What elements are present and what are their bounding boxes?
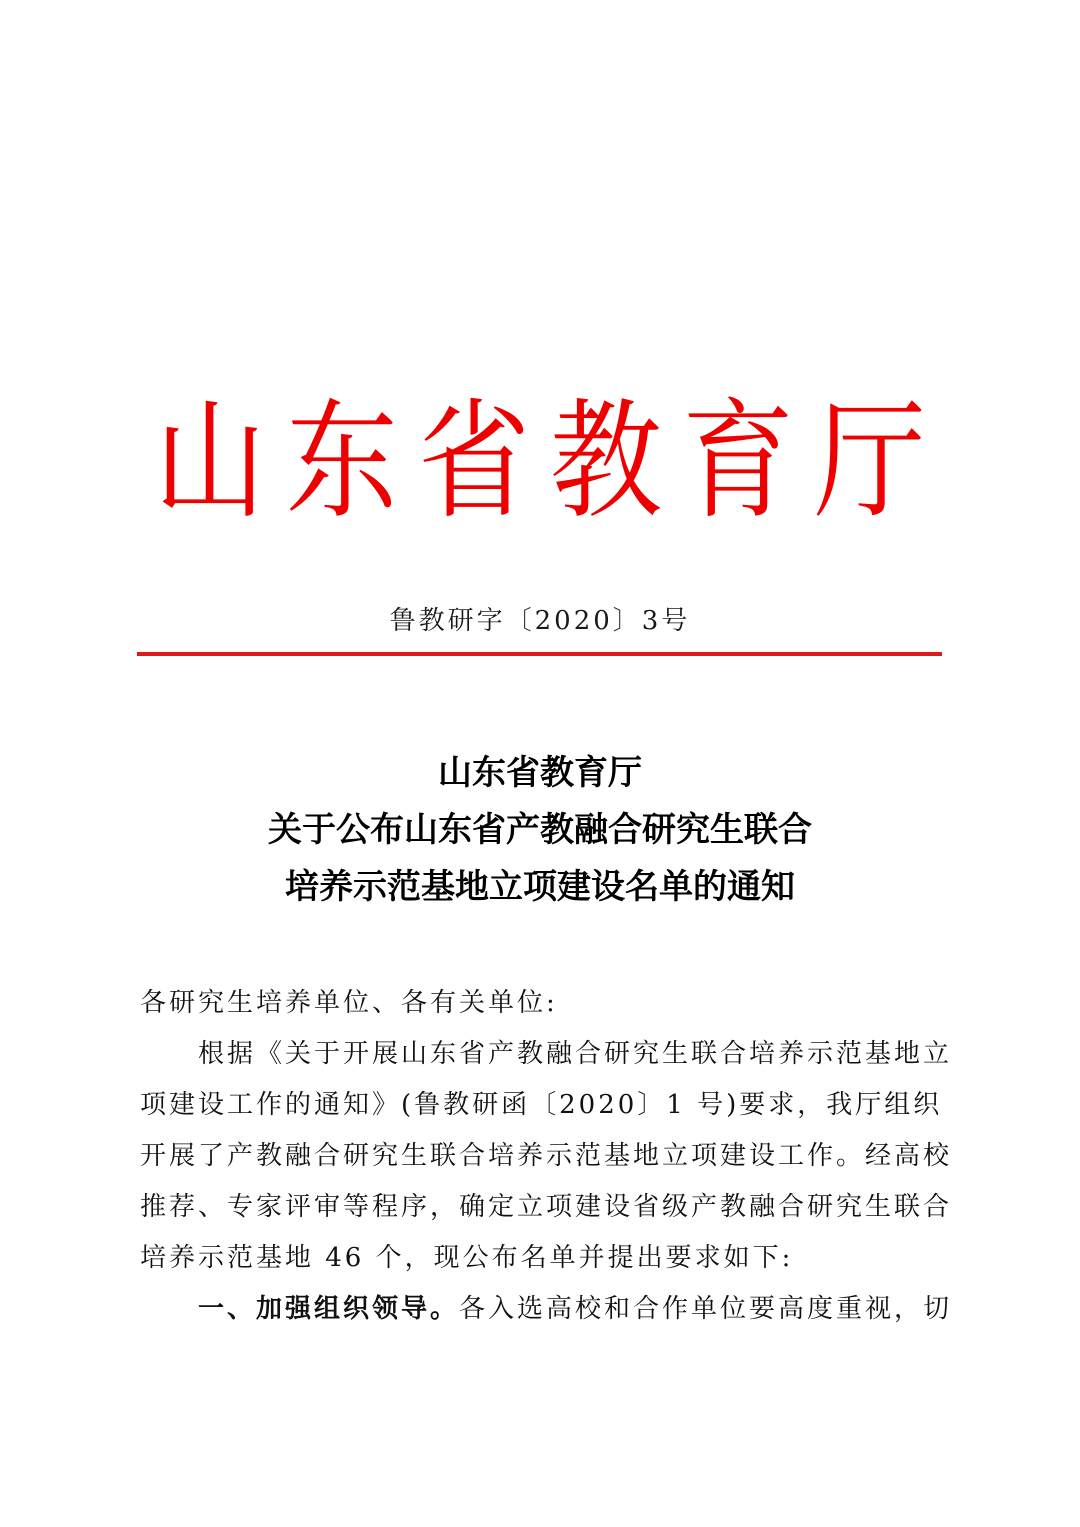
section-1-text: 各入选高校和合作单位要高度重视，切 <box>459 1294 953 1324</box>
paragraph-line: 开展了产教融合研究生联合培养示范基地立项建设工作。经高校 <box>140 1141 953 1171</box>
title-line-2: 关于公布山东省产教融合研究生联合 <box>268 810 812 850</box>
document-title <box>0 745 1080 916</box>
paragraph-line: 培养示范基地 46 个，现公布名单并提出要求如下: <box>140 1243 794 1273</box>
salutation: 各研究生培养单位、各有关单位: <box>140 988 558 1018</box>
section-1-line <box>140 1284 953 1335</box>
issuing-authority-masthead: 山东省教育厅 <box>154 387 946 537</box>
masthead <box>0 387 1080 537</box>
paragraph-line: 项建设工作的通知》(鲁教研函〔2020〕1 号)要求，我厅组织 <box>140 1090 943 1120</box>
title-line-1: 山东省教育厅 <box>438 753 642 793</box>
section-1-heading: 一、加强组织领导。 <box>198 1294 460 1324</box>
red-divider-rule <box>137 652 942 656</box>
paragraph-line: 推荐、专家评审等程序，确定立项建设省级产教融合研究生联合 <box>140 1192 953 1222</box>
title-line-3: 培养示范基地立项建设名单的通知 <box>285 867 795 907</box>
document-number: 鲁教研字〔2020〕3号 <box>389 606 691 636</box>
document-body <box>140 978 953 1335</box>
paragraph-line: 根据《关于开展山东省产教融合研究生联合培养示范基地立 <box>198 1039 953 1069</box>
